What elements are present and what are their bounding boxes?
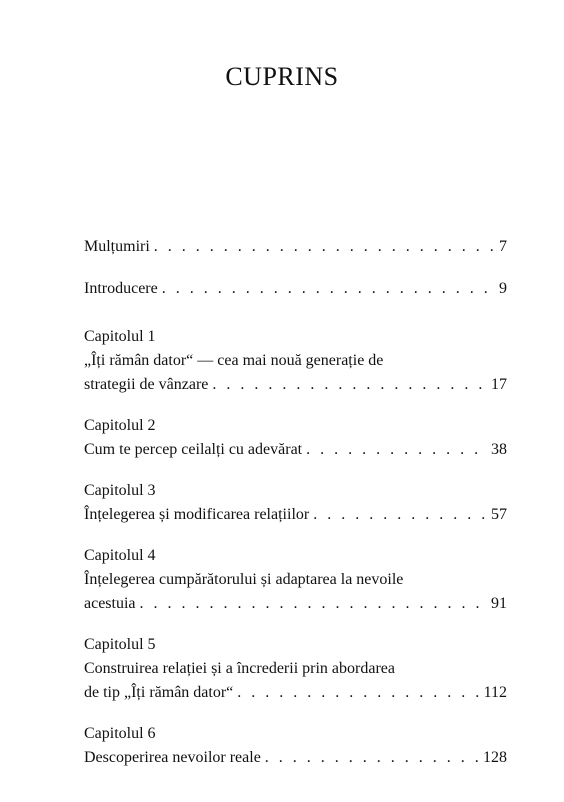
toc-page-number: 17 bbox=[491, 376, 507, 393]
chapter-label: Capitolul 6 bbox=[84, 725, 156, 742]
dot-leader bbox=[313, 503, 487, 527]
chapter-label: Capitolul 1 bbox=[84, 328, 156, 345]
toc-entry-title: Cum te percep ceilalți cu adevărat bbox=[84, 441, 303, 458]
chapter-label: Capitolul 4 bbox=[84, 547, 156, 564]
toc-page-number: 128 bbox=[483, 749, 507, 766]
toc-entry-line bbox=[84, 592, 507, 616]
table-of-contents bbox=[84, 235, 507, 787]
toc-entry-title-line: Construirea relației și a încrederii prin abordarea bbox=[84, 660, 395, 677]
toc-entry-title: Înțelegerea și modificarea relațiilor bbox=[84, 506, 310, 523]
page-title: CUPRINS bbox=[225, 62, 339, 91]
toc-entry-chapter-4 bbox=[84, 544, 507, 616]
toc-entry-title: acestuia bbox=[84, 595, 136, 612]
toc-page-number: 9 bbox=[499, 280, 507, 297]
dot-leader bbox=[212, 373, 487, 397]
dot-leader bbox=[154, 235, 495, 259]
toc-entry-title: Introducere bbox=[84, 280, 158, 297]
dot-leader bbox=[140, 592, 487, 616]
dot-leader bbox=[306, 438, 487, 462]
dot-leader bbox=[237, 681, 479, 705]
toc-page-number: 57 bbox=[491, 506, 507, 523]
toc-entry-title-line: „Îți rămân dator“ — cea mai nouă generație de bbox=[84, 352, 384, 369]
toc-entry-chapter-2 bbox=[84, 414, 507, 462]
toc-entry-line bbox=[84, 438, 507, 462]
toc-entry-chapter-1 bbox=[84, 325, 507, 397]
toc-entry-introduction bbox=[84, 277, 507, 301]
chapter-label: Capitolul 3 bbox=[84, 482, 156, 499]
toc-entry-title: Descoperirea nevoilor reale bbox=[84, 749, 261, 766]
toc-entry-acknowledgements bbox=[84, 235, 507, 259]
toc-entry-line bbox=[84, 503, 507, 527]
toc-entry-title: strategii de vânzare bbox=[84, 376, 209, 393]
toc-entry-title: de tip „Îți rămân dator“ bbox=[84, 684, 234, 701]
toc-entry-line bbox=[84, 746, 507, 770]
toc-entry-chapter-3 bbox=[84, 479, 507, 527]
toc-entry-chapter-5 bbox=[84, 633, 507, 705]
toc-page-number: 38 bbox=[491, 441, 507, 458]
chapter-label: Capitolul 5 bbox=[84, 636, 156, 653]
dot-leader bbox=[162, 277, 495, 301]
toc-entry-line bbox=[84, 681, 507, 705]
toc-page-number: 91 bbox=[491, 595, 507, 612]
toc-page-number: 7 bbox=[499, 238, 507, 255]
dot-leader bbox=[265, 746, 479, 770]
toc-entry-line bbox=[84, 235, 507, 259]
toc-entry-line bbox=[84, 373, 507, 397]
toc-entry-line bbox=[84, 277, 507, 301]
toc-entry-title: Mulțumiri bbox=[84, 238, 150, 255]
chapter-label: Capitolul 2 bbox=[84, 417, 156, 434]
toc-page-number: 112 bbox=[483, 684, 507, 701]
toc-entry-chapter-6 bbox=[84, 722, 507, 770]
toc-entry-title-line: Înțelegerea cumpărătorului și adaptarea la nevoile bbox=[84, 571, 404, 588]
